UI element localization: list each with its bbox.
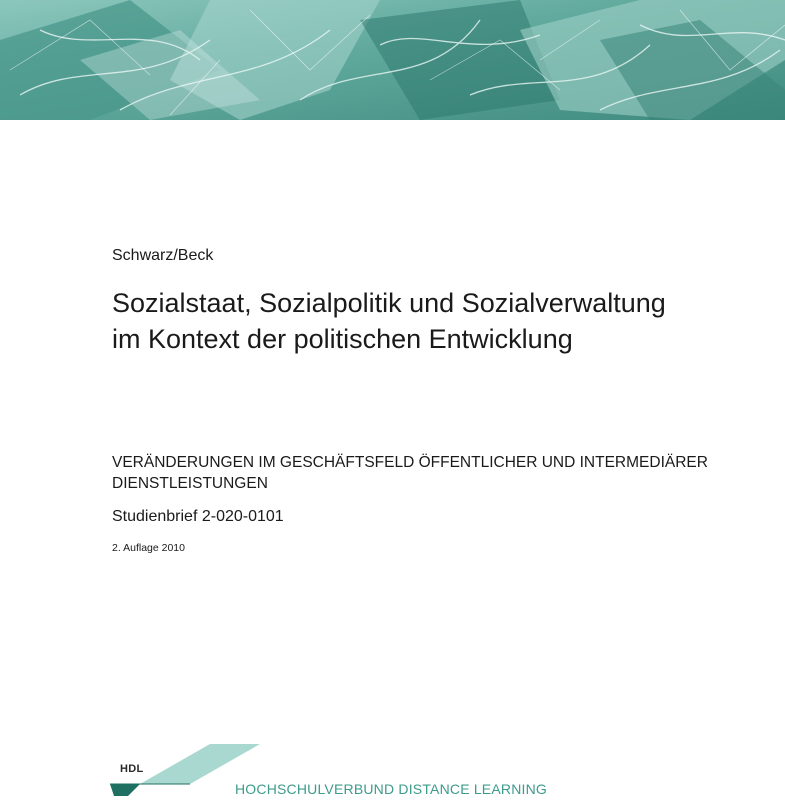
document-subtitle (112, 452, 752, 494)
title-line-1: Sozialstaat, Sozialpolitik und Sozialverwaltung (112, 288, 666, 318)
document-title (112, 285, 772, 357)
title-line-2: im Kontext der politischen Entwicklung (112, 324, 573, 354)
header-banner (0, 0, 785, 120)
edition-label: 2. Auflage 2010 (112, 542, 185, 554)
glass-texture-banner (0, 0, 785, 120)
study-letter-number: Studienbrief 2-020-0101 (112, 508, 284, 525)
subtitle-line-2: DIENSTLEISTUNGEN (112, 475, 268, 492)
logo-text: HDL (120, 763, 144, 775)
authors: Schwarz/Beck (112, 247, 214, 264)
publisher-tagline: HOCHSCHULVERBUND DISTANCE LEARNING (235, 781, 547, 797)
subtitle-line-1: VERÄNDERUNGEN IM GESCHÄFTSFELD ÖFFENTLICHER UND INTERMEDIÄRER (112, 454, 708, 471)
